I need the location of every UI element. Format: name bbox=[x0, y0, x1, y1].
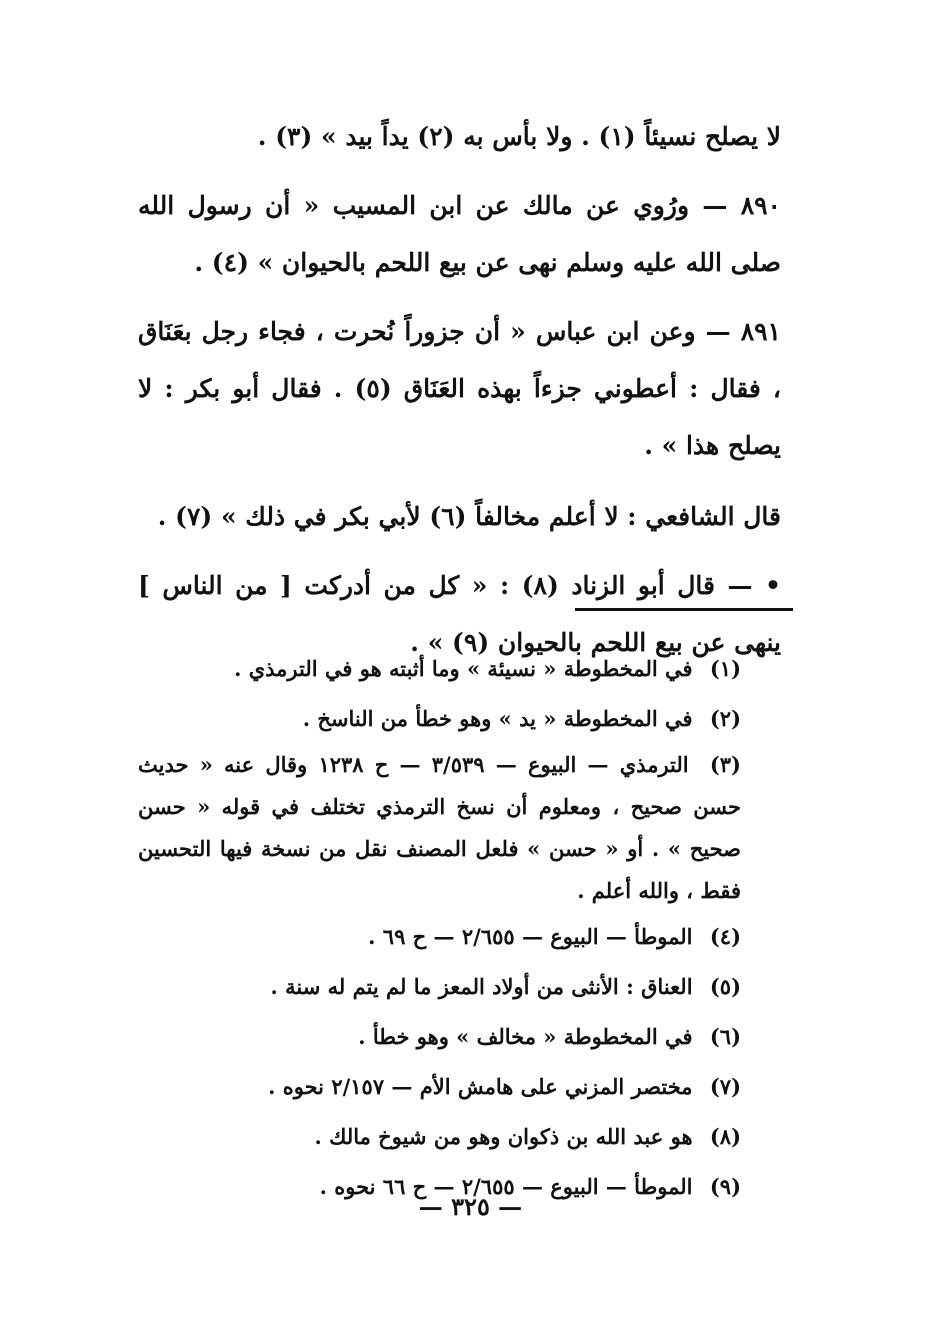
footnote-number: (٩) bbox=[709, 1174, 741, 1199]
footnote-number: (٢) bbox=[709, 706, 741, 731]
paragraph-continuation: لا يصلح نسيئاً (١) . ولا بأس به (٢) يداً بيد » (٣) . bbox=[257, 122, 781, 151]
footnote-item bbox=[138, 644, 781, 694]
footnote-text: الموطأ — البيوع — ٢/٦٥٥ — ح ٦٩ . bbox=[368, 924, 693, 949]
footnote-number: (٣) bbox=[709, 752, 741, 777]
footnote-text: في المخطوطة « مخالف » وهو خطأ . bbox=[358, 1024, 693, 1049]
footnote-text: مختصر المزني على هامش الأم — ٢/١٥٧ نحوه . bbox=[268, 1074, 693, 1099]
footnote-item bbox=[138, 1062, 781, 1112]
footnote-item bbox=[138, 1112, 781, 1162]
footnote-text: في المخطوطة « نسيئة » وما أثبته هو في الترمذي . bbox=[234, 656, 693, 681]
footnotes-section bbox=[138, 644, 781, 1212]
footnote-number: (١) bbox=[709, 656, 741, 681]
footnote-separator bbox=[575, 608, 793, 611]
hadith-891: ٨٩١ — وعن ابن عباس « أن جزوراً نُحرت ، فجاء رجل بعَنَاق ، فقال : أعطوني جزءاً بهذه العَنَاق (٥) . فقال أبو بكر : لا يصلح هذا » . bbox=[138, 317, 781, 460]
footnote-item bbox=[138, 694, 781, 744]
shafii-statement: قال الشافعي : لا أعلم مخالفاً (٦) لأبي بكر في ذلك » (٧) . bbox=[157, 502, 781, 531]
abu-zinad-statement: • — قال أبو الزناد (٨) : « كل من أدركت [ من الناس ] ينهى عن بيع اللحم بالحيوان (٩) » . bbox=[138, 571, 781, 657]
footnote-number: (٧) bbox=[709, 1074, 741, 1099]
footnote-text: هو عبد الله بن ذكوان وهو من شيوخ مالك . bbox=[314, 1124, 693, 1149]
footnote-text: الموطأ — البيوع — ٢/٦٥٥ — ح ٦٦ نحوه . bbox=[319, 1174, 693, 1199]
footnote-number: (٥) bbox=[709, 974, 741, 999]
footnote-text: الترمذي — البيوع — ٣/٥٣٩ — ح ١٢٣٨ وقال عنه « حديث حسن صحيح ، ومعلوم أن نسخ الترمذي تختلف في قوله « حسن صحيح » . أو « حسن » فلعل المصنف نقل من نسخة فيها التحسين فقط ، والله أعلم . bbox=[138, 752, 741, 903]
footnote-text: العناق : الأنثى من أولاد المعز ما لم يتم له سنة . bbox=[270, 974, 693, 999]
hadith-890: ٨٩٠ — ورُوي عن مالك عن ابن المسيب « أن رسول الله صلى الله عليه وسلم نهى عن بيع اللحم بالحيوان » (٤) . bbox=[138, 191, 781, 277]
footnote-item bbox=[138, 912, 781, 962]
main-text-body bbox=[138, 108, 781, 671]
footnote-item bbox=[138, 1012, 781, 1062]
footnote-number: (٦) bbox=[709, 1024, 741, 1049]
footnote-item bbox=[138, 962, 781, 1012]
page-number: — ٣٢٥ — bbox=[418, 1192, 523, 1221]
footnote-number: (٨) bbox=[709, 1124, 741, 1149]
footnote-text: في المخطوطة « يد » وهو خطأ من الناسخ . bbox=[302, 706, 693, 731]
footnote-number: (٤) bbox=[709, 924, 741, 949]
footnote-item bbox=[138, 744, 781, 912]
